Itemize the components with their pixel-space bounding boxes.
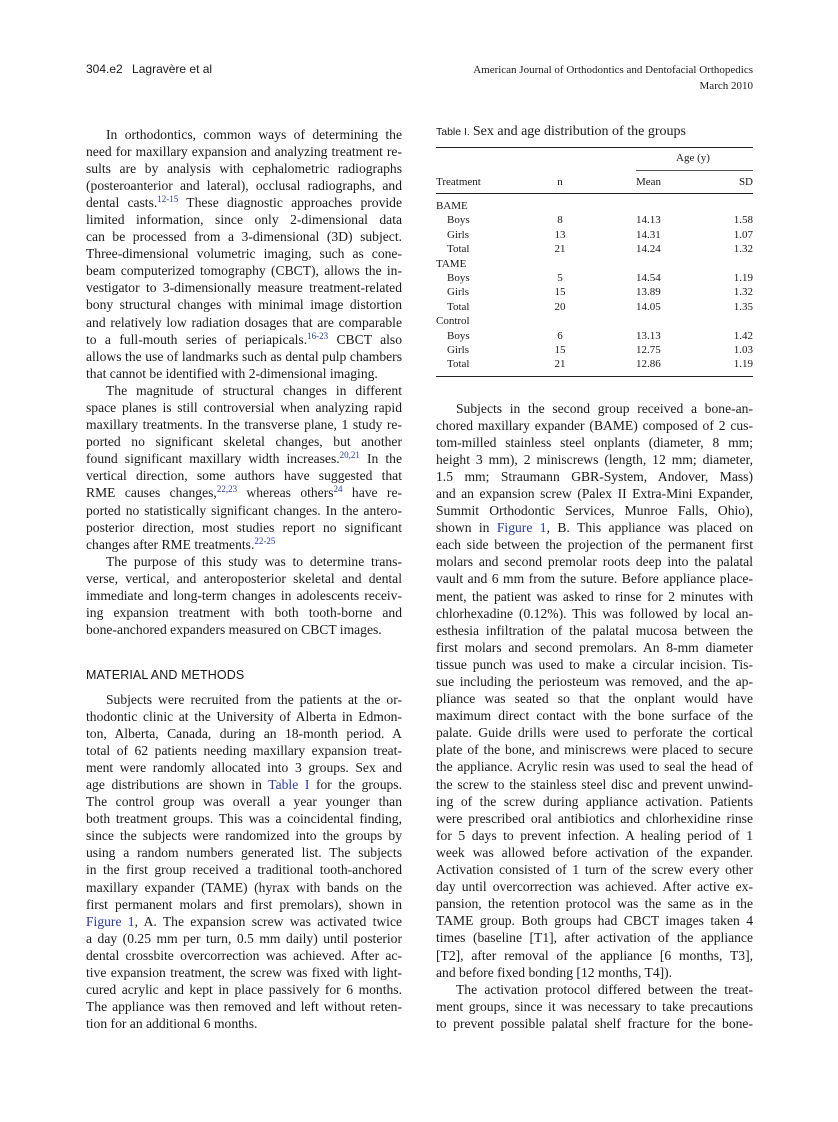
text-segment: for the groups. [309, 776, 402, 792]
citation-superscript[interactable]: 24 [333, 484, 343, 495]
cross-reference-link[interactable]: Table I [268, 776, 310, 792]
text-segment: tom-milled stainless steel onplants (diameter, 8 mm; [436, 434, 753, 450]
text-line [86, 776, 402, 793]
table-caption [436, 124, 686, 140]
text-line [86, 228, 402, 245]
table-cell-sd: 1.42 [733, 329, 753, 342]
table-cell-sd: 1.19 [733, 272, 753, 284]
text-segment: Three-dimensional volumetric imaging, such as cone- [86, 246, 402, 262]
text-segment: have re- [342, 485, 402, 501]
text-segment: age distributions are shown in [86, 776, 269, 792]
text-line [86, 570, 402, 587]
text-line [436, 758, 753, 775]
text-line [86, 1015, 402, 1032]
text-segment: Activation consisted of 1 turn of the screw every other [436, 862, 753, 878]
text-line [86, 742, 402, 759]
text-segment: Subjects were recruited from the patients at the or- [106, 691, 402, 707]
text-segment: posterior direction, most studies report no significant [86, 519, 402, 535]
text-line [86, 759, 402, 776]
text-segment: Summit Orthodontic Services, Munroe Falls, Ohio), [436, 503, 753, 519]
text-line [436, 895, 753, 912]
text-line [86, 160, 402, 177]
text-segment: vertical direction, some authors have suggested that [86, 468, 402, 484]
text-segment: The appliance was then removed and left without reten- [86, 999, 402, 1015]
text-line [86, 211, 402, 228]
text-line [86, 502, 402, 519]
text-line [436, 502, 753, 519]
text-line [436, 947, 753, 964]
text-line [436, 981, 753, 998]
text-segment: found significant maxillary width increases. [86, 451, 340, 467]
text-line [436, 776, 753, 793]
text-line [86, 331, 402, 348]
text-line [86, 947, 402, 964]
table-cell-n: 8 [557, 214, 563, 227]
text-line [436, 690, 753, 707]
section-heading: MATERIAL AND METHODS [86, 668, 245, 682]
text-line [86, 126, 402, 143]
table-cell-n: 5 [557, 272, 563, 284]
text-line [436, 912, 753, 929]
text-segment: first molars and second premolars. An 8-mm diameter [436, 639, 753, 655]
text-segment: a day (0.25 mm per turn, 0.5 mm daily) until posterior [86, 930, 402, 946]
issue-date: March 2010 [699, 80, 753, 92]
text-line [86, 879, 402, 896]
text-segment: maxillary treatments. In the transverse plane, 1 study re- [86, 417, 402, 433]
column-header-sd: SD [738, 176, 753, 188]
running-header-left [86, 62, 218, 76]
text-segment: each side between the projection of the permanent first [436, 537, 753, 553]
text-segment: tive expansion treatment, the screw was fixed with light- [86, 965, 402, 980]
text-line [436, 536, 753, 553]
table-rule-group [636, 170, 753, 171]
text-segment: in the first group received a traditional tooth-anchored [86, 862, 402, 878]
text-segment: week was allowed before activation of the expander. [436, 844, 753, 860]
text-segment: were prescribed oral antibiotics and chlorhexidine rinse [436, 810, 753, 826]
text-segment: maximum direct contact with the bone surface of the [436, 708, 753, 724]
text-line [436, 741, 753, 758]
text-segment: chlorhexadine (0.12%). This was followed by local an- [436, 605, 753, 621]
table-cell-mean: 13.89 [636, 286, 661, 299]
table-rule-header [436, 193, 753, 194]
text-segment: ing expansion treatment with both tooth-borne and [86, 605, 402, 621]
text-segment: beam computerized tomography (CBCT), allows the in- [86, 263, 402, 279]
text-segment: times (baseline [T1], after activation of the appliance [436, 930, 753, 946]
text-line [86, 998, 402, 1015]
text-line [436, 724, 753, 741]
text-line [436, 553, 753, 570]
table-row-label: Boys [447, 329, 470, 342]
text-line [86, 382, 402, 399]
text-line [86, 536, 402, 553]
text-line [436, 929, 753, 946]
text-line [436, 622, 753, 639]
text-segment: and an expansion screw (Palex II Extra-Mini Expander, [436, 485, 753, 501]
table-row-label: Boys [447, 272, 470, 284]
text-segment: to prevent possible palatal shelf fracture for the bone- [436, 1015, 753, 1031]
text-line [86, 793, 402, 810]
text-line [86, 314, 402, 331]
text-segment: maxillary expander (TAME) (hyrax with bands on the [86, 879, 402, 895]
text-segment: for 5 days to prevent infection. A healing period of 1 [436, 827, 753, 843]
body-column-left-bottom [86, 691, 402, 1033]
text-segment: , B. This appliance was placed on [546, 520, 754, 536]
text-line [86, 621, 402, 638]
text-line [436, 998, 753, 1015]
authors: Lagravère et al [132, 62, 213, 76]
table-cell-mean: 14.31 [636, 228, 661, 241]
table-cell-mean: 14.13 [636, 214, 661, 227]
text-line [436, 451, 753, 468]
table-row-label: Girls [447, 286, 469, 299]
text-segment: CBCT also [328, 331, 403, 347]
table-cell-sd: 1.32 [733, 286, 753, 299]
text-segment: In the [359, 451, 402, 467]
text-segment: bony structural changes with minimal image distortion [86, 297, 402, 313]
column-header-treatment: Treatment [436, 176, 481, 188]
text-segment: ported no significant skeletal changes, but another [86, 434, 402, 450]
column-header-mean: Mean [636, 176, 662, 188]
text-segment: dental crossbite overcorrection was achieved. After ac- [86, 947, 402, 963]
text-segment: 1.5 mm; Straumann GBR-System, Andover, Mass) [436, 468, 753, 484]
table-cell-n: 13 [554, 228, 566, 241]
text-segment: shown in [436, 520, 497, 536]
text-segment: tissue punch was used to make a circular incision. Tis- [436, 656, 753, 672]
text-segment: chored maxillary expander (BAME) composed of 2 cus- [436, 417, 753, 433]
table-cell-mean: 12.86 [636, 358, 661, 371]
text-line [436, 468, 753, 485]
text-line [86, 981, 402, 998]
text-segment: total of 62 patients needing maxillary expansion treat- [86, 742, 402, 758]
text-segment: , A. The expansion screw was activated twice [134, 913, 403, 929]
text-segment: vault and 6 mm from the suture. Before appliance place- [436, 571, 753, 587]
cross-reference-link[interactable]: Figure 1 [86, 913, 135, 929]
text-line [86, 827, 402, 844]
text-line [86, 365, 402, 382]
text-segment: sue including the periosteum was removed, and the ap- [436, 674, 753, 689]
text-segment: verse, vertical, and anteroposterior skeletal and dental [86, 570, 402, 586]
text-line [436, 964, 753, 981]
table-row-label: Girls [447, 344, 469, 356]
text-segment: to a full-mouth series of periapicals. [86, 331, 308, 347]
table-cell-sd: 1.58 [733, 214, 753, 227]
table-cell-sd: 1.07 [733, 228, 753, 241]
text-line [86, 433, 402, 450]
table-cell-n: 20 [554, 300, 566, 313]
text-segment: since the subjects were randomized into the groups by [86, 828, 402, 844]
text-segment: (posteroanterior and lateral), occlusal radiographs, and [86, 177, 402, 193]
table-group-name: TAME [436, 257, 467, 270]
text-segment: Subjects in the second group received a bone-an- [456, 400, 753, 416]
text-segment: In orthodontics, common ways of determining the [106, 126, 402, 142]
text-line [86, 691, 402, 708]
text-line [86, 519, 402, 536]
citation-superscript[interactable]: 16-23 [307, 330, 329, 341]
text-segment: bone-anchored expanders measured on CBCT images. [86, 622, 382, 638]
text-segment: can be processed from a 3-dimensional (3D) subject. [86, 229, 402, 245]
text-line [86, 177, 402, 194]
text-line [436, 417, 753, 434]
text-line [436, 570, 753, 587]
table-group-header: Age (y) [676, 152, 710, 164]
text-segment: palate. Guide drills were used to perforate the cortical [436, 725, 753, 741]
text-line [436, 844, 753, 861]
table-cell-mean: 13.13 [636, 329, 661, 342]
text-segment: thodontic clinic at the University of Alberta in Edmon- [86, 708, 402, 724]
text-line [86, 245, 402, 262]
text-segment: TAME group. Both groups had CBCT images taken 4 [436, 913, 753, 929]
text-line [86, 553, 402, 570]
table-cell-mean: 14.24 [636, 243, 661, 256]
table-label: Table I. [436, 126, 470, 138]
text-segment: [T2], after removal of the appliance [6 months, T3], [436, 947, 753, 963]
table-rule-top [436, 147, 753, 148]
text-segment: pansion, the retention protocol was the same as in the [436, 896, 753, 912]
text-segment: ported no statistically significant changes. In the antero- [86, 502, 402, 518]
text-segment: ment groups, since it was necessary to take precautions [436, 998, 753, 1014]
text-segment: sults are by analysis with cephalometric radiographs [86, 160, 402, 176]
text-segment: and relatively low radiation dosages that are comparable [86, 314, 402, 330]
text-line [86, 964, 402, 981]
text-line [86, 399, 402, 416]
citation-superscript[interactable]: 22,23 [216, 484, 238, 495]
text-line [436, 656, 753, 673]
text-segment: both treatment groups. This was a coincidental finding, [86, 811, 402, 827]
table-rule-bottom [436, 376, 753, 377]
text-segment: and before fixed bonding [12 months, T4]). [436, 964, 673, 980]
text-line [436, 605, 753, 622]
column-header-n: n [557, 176, 563, 188]
text-segment: immediate and long-term changes in adolescents receiv- [86, 588, 402, 604]
text-segment: cured acrylic and kept in place passively for 6 months. [86, 982, 402, 998]
text-segment: the appliance. Acrylic resin was used to seal the head of [436, 759, 753, 775]
text-line [436, 434, 753, 451]
text-segment: ment were randomly allocated into 3 groups. Sex and [86, 759, 402, 775]
text-segment: the screw to the stainless steel disc and prevent unwind- [436, 776, 753, 792]
text-segment: The activation protocol differed between the treat- [456, 981, 753, 997]
text-line [86, 143, 402, 160]
journal-title: American Journal of Orthodontics and Dentofacial Orthopedics [473, 64, 753, 76]
text-line [86, 587, 402, 604]
table-cell-mean: 12.75 [636, 344, 661, 356]
text-line [436, 878, 753, 895]
text-segment: day until overcorrection was achieved. After active ex- [436, 879, 753, 895]
table-row-label: Girls [447, 228, 469, 241]
table-row-label: Total [447, 358, 470, 371]
table-row-label: Total [447, 243, 470, 256]
text-segment: height 3 mm), 2 miniscrews (length, 12 mm; diameter, [436, 451, 753, 467]
text-segment: plate of the bone, and miniscrews were placed to secure [436, 742, 753, 758]
text-line [436, 400, 753, 417]
table-cell-n: 21 [554, 358, 566, 371]
table-group-name: Control [436, 315, 470, 328]
text-line [436, 810, 753, 827]
text-segment: These diagnostic approaches provide [178, 194, 402, 210]
text-line [86, 930, 402, 947]
text-segment: whereas others [237, 485, 334, 501]
text-line [436, 673, 753, 690]
table-cell-sd: 1.19 [733, 358, 753, 371]
table-cell-sd: 1.32 [733, 243, 753, 256]
citation-superscript[interactable]: 12-15 [157, 193, 179, 204]
text-line [436, 793, 753, 810]
text-segment: RME causes changes, [86, 485, 217, 501]
text-segment: ment, the patient was asked to rinse for 2 minutes with [436, 588, 753, 604]
text-line [86, 279, 402, 296]
text-line [86, 416, 402, 433]
text-line [86, 861, 402, 878]
table-cell-mean: 14.05 [636, 300, 661, 313]
citation-superscript[interactable]: 22-25 [254, 535, 276, 546]
text-line [436, 827, 753, 844]
text-segment: first permanent molars and first premolars), shown in [86, 896, 402, 912]
table-row-label: Boys [447, 214, 470, 227]
cross-reference-link[interactable]: Figure 1 [496, 520, 547, 536]
text-line [436, 519, 753, 536]
text-line [86, 913, 402, 930]
table-cell-n: 21 [554, 243, 566, 256]
text-segment: allows the use of landmarks such as dental pulp chambers [86, 348, 402, 364]
text-line [86, 725, 402, 742]
text-segment: The control group was overall a year younger than [86, 794, 402, 810]
text-line [86, 484, 402, 501]
table-cell-n: 15 [554, 286, 566, 299]
text-segment: ton, Alberta, Canada, during an 18-month period. A [86, 725, 402, 741]
table-group-name: BAME [436, 200, 468, 212]
text-line [86, 450, 402, 467]
running-header-right [473, 62, 753, 94]
text-segment: that cannot be identified with 2-dimensional imaging. [86, 365, 378, 381]
text-segment: molars and second premolar roots deep into the palatal [436, 554, 753, 570]
text-segment: using a random numbers generated list. The subjects [86, 845, 402, 861]
text-segment: space planes is still controversial when analyzing rapid [86, 400, 402, 415]
text-line [436, 485, 753, 502]
text-line [86, 810, 402, 827]
body-column-left-top [86, 126, 402, 639]
text-segment: ing of the screw during appliance activation. Patients [436, 793, 753, 809]
text-segment: vestigator to 3-dimensionally measure treatment-related [86, 280, 402, 296]
text-line [86, 604, 402, 621]
text-segment: changes after RME treatments. [86, 536, 255, 552]
text-line [436, 639, 753, 656]
table-cell-sd: 1.35 [733, 300, 753, 313]
table-cell-n: 15 [554, 344, 566, 356]
text-line [436, 707, 753, 724]
text-segment: limited information, since only 2-dimensional data [86, 211, 402, 227]
text-segment: The purpose of this study was to determine trans- [106, 553, 402, 569]
text-line [86, 348, 402, 365]
page-number: 304.e2 [86, 62, 123, 76]
body-column-right [436, 400, 753, 1032]
table-cell-sd: 1.03 [733, 344, 753, 356]
text-segment: pliance was seated so that the onplant would have [436, 691, 753, 707]
text-line [86, 844, 402, 861]
text-line [436, 1015, 753, 1032]
table-title: Sex and age distribution of the groups [472, 124, 686, 139]
text-line [86, 467, 402, 484]
table-cell-n: 6 [557, 329, 563, 342]
text-line [86, 708, 402, 725]
text-line [86, 194, 402, 211]
text-line [86, 262, 402, 279]
text-line [86, 296, 402, 313]
text-segment: The magnitude of structural changes in different [106, 382, 402, 398]
citation-superscript[interactable]: 20,21 [339, 450, 360, 461]
text-segment: esthesia infiltration of the palatal mucosa between the [436, 622, 753, 638]
table-cell-mean: 14.54 [636, 272, 661, 284]
text-line [86, 896, 402, 913]
text-line [436, 861, 753, 878]
text-segment: dental casts. [86, 194, 158, 210]
table-row-label: Total [447, 300, 470, 313]
text-line [436, 588, 753, 605]
text-segment: tion for an additional 6 months. [86, 1016, 258, 1032]
text-segment: need for maxillary expansion and analyzing treatment re- [86, 143, 402, 159]
